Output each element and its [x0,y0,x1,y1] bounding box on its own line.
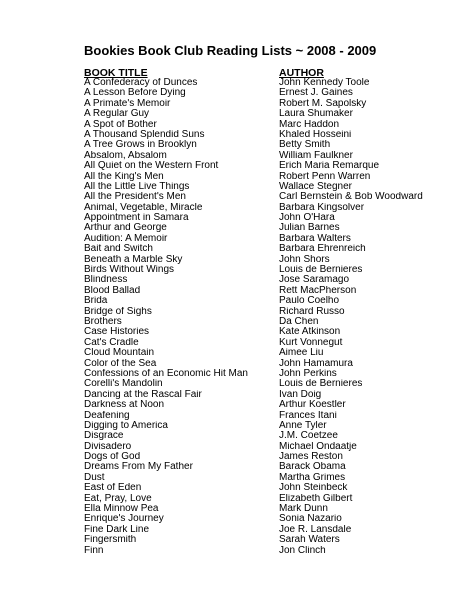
book-title-cell: Digging to America [84,420,168,431]
table-row [84,338,454,348]
book-author-cell: Barack Obama [279,462,346,473]
book-author-cell: Michael Ondaatje [279,441,357,452]
book-title-cell: Birds Without Wings [84,265,175,276]
book-title-cell: Dust [84,472,105,483]
table-row [84,525,454,535]
book-author-cell: Wallace Stegner [279,181,352,192]
book-author-cell: Ernest J. Gaines [279,88,353,99]
book-author-cell: Sarah Waters [279,535,340,546]
table-row [84,213,454,223]
book-title-cell: A Thousand Splendid Suns [84,129,205,140]
book-title-cell: Appointment in Samara [84,213,189,224]
book-title-cell: Fingersmith [84,535,137,546]
table-row [84,109,454,119]
book-title-cell: Finn [84,545,104,556]
table-row [84,400,454,410]
book-title-cell: All the President's Men [84,192,186,203]
book-title-cell: Fine Dark Line [84,524,150,535]
book-author-cell: Anne Tyler [279,420,327,431]
book-author-cell: Ivan Doig [279,389,322,400]
book-author-cell: Louis de Bernieres [279,379,363,390]
book-title-cell: Corelli's Mandolin [84,379,163,390]
table-row [84,535,454,545]
table-row [84,161,454,171]
book-title-cell: Blood Ballad [84,285,141,296]
table-row [84,442,454,452]
book-title-cell: Audition: A Memoir [84,233,168,244]
table-row [84,296,454,306]
book-title-cell: A Confederacy of Dunces [84,78,198,88]
table-row [84,348,454,358]
table-row [84,473,454,483]
table-row [84,546,454,556]
book-author-cell: Robert Penn Warren [279,171,371,182]
book-title-cell: Deafening [84,410,130,421]
table-row [84,494,454,504]
book-author-cell: Marc Haddon [279,119,340,130]
book-title-cell: Brida [84,296,108,307]
table-row [84,504,454,514]
book-author-cell: Khaled Hosseini [279,129,352,140]
book-title-cell: All the Little Live Things [84,181,190,192]
table-row [84,265,454,275]
table-row [84,452,454,462]
book-author-cell: Barbara Kingsolver [279,202,365,213]
book-author-cell: Rett MacPherson [279,285,357,296]
table-row [84,99,454,109]
book-title-cell: Confessions of an Economic Hit Man [84,368,248,379]
book-author-cell: Elizabeth Gilbert [279,493,353,504]
book-author-cell: Jose Saramago [279,275,350,286]
book-title-cell: Cat's Cradle [84,337,139,348]
table-row [84,411,454,421]
table-row [84,421,454,431]
table-row [84,369,454,379]
book-author-cell: William Faulkner [279,150,353,161]
book-title-cell: Disgrace [84,431,124,442]
book-author-cell: Sonia Nazario [279,514,342,525]
book-title-cell: Divisadero [84,441,132,452]
book-title-cell: Ella Minnow Pea [84,504,159,515]
book-title-cell: Arthur and George [84,223,167,234]
book-author-cell: John Hamamura [279,358,353,369]
book-title-cell: Dogs of God [84,452,141,463]
table-row [84,140,454,150]
book-title-cell: All Quiet on the Western Front [84,161,219,172]
book-title-cell: Animal, Vegetable, Miracle [84,202,203,213]
book-author-cell: John Kennedy Toole [279,78,370,88]
book-author-cell: Barbara Ehrenreich [279,244,366,255]
book-author-cell: Erich Maria Remarque [279,161,380,172]
book-author-cell: Richard Russo [279,306,345,317]
book-title-cell: Dancing at the Rascal Fair [84,389,202,400]
table-row [84,78,454,88]
book-title-cell: Dreams From My Father [84,462,193,473]
book-author-cell: Laura Shumaker [279,109,353,120]
book-author-cell: John Steinbeck [279,483,348,494]
table-row [84,151,454,161]
book-title-cell: Cloud Mountain [84,348,155,359]
book-author-cell: Frances Itani [279,410,337,421]
table-row [84,234,454,244]
book-author-cell: Carl Bernstein & Bob Woodward [279,192,423,203]
book-list [84,78,454,556]
book-author-cell: Mark Dunn [279,504,328,515]
book-author-cell: Aimee Liu [279,348,324,359]
book-author-cell: Martha Grimes [279,472,346,483]
table-row [84,172,454,182]
book-author-cell: Jon Clinch [279,545,326,556]
column-header-book-title: BOOK TITLE [84,67,148,79]
book-author-cell: Louis de Bernieres [279,265,363,276]
book-author-cell: Kate Atkinson [279,327,341,338]
book-author-cell: Joe R. Lansdale [279,524,352,535]
book-title-cell: Eat, Pray, Love [84,493,152,504]
book-author-cell: Paulo Coelho [279,296,340,307]
table-row [84,483,454,493]
table-row [84,286,454,296]
book-author-cell: John Perkins [279,368,337,379]
table-row [84,255,454,265]
table-row [84,379,454,389]
book-author-cell: J.M. Coetzee [279,431,338,442]
table-row [84,327,454,337]
table-row [84,223,454,233]
column-header-author: AUTHOR [279,67,324,79]
table-row [84,431,454,441]
table-row [84,192,454,202]
table-row [84,514,454,524]
book-title-cell: Beneath a Marble Sky [84,254,183,265]
table-row [84,275,454,285]
book-title-cell: Color of the Sea [84,358,157,369]
book-author-cell: Da Chen [279,316,319,327]
book-title-cell: A Regular Guy [84,109,150,120]
table-row [84,244,454,254]
book-title-cell: A Spot of Bother [84,119,157,130]
book-author-cell: Julian Barnes [279,223,340,234]
table-row [84,317,454,327]
table-row [84,359,454,369]
book-title-cell: A Primate's Memoir [84,98,171,109]
book-title-cell: Absalom, Absalom [84,150,167,161]
table-row [84,390,454,400]
book-author-cell: Betty Smith [279,140,331,151]
book-author-cell: John Shors [279,254,330,265]
table-row [84,182,454,192]
table-row [84,462,454,472]
book-title-cell: Enrique's Journey [84,514,164,525]
book-title-cell: A Tree Grows in Brooklyn [84,140,197,151]
table-row [84,88,454,98]
table-row [84,130,454,140]
book-title-cell: Darkness at Noon [84,400,165,411]
book-title-cell: All the King's Men [84,171,164,182]
book-author-cell: John O'Hara [279,213,335,224]
document-title: Bookies Book Club Reading Lists ~ 2008 - 2009 [84,43,377,58]
book-author-cell: Kurt Vonnegut [279,337,343,348]
book-title-cell: A Lesson Before Dying [84,88,186,99]
book-author-cell: Robert M. Sapolsky [279,98,367,109]
book-author-cell: James Reston [279,452,343,463]
table-row [84,120,454,130]
book-title-cell: Bridge of Sighs [84,306,152,317]
table-row [84,203,454,213]
book-title-cell: East of Eden [84,483,142,494]
book-title-cell: Case Histories [84,327,150,338]
book-title-cell: Brothers [84,316,122,327]
book-title-cell: Blindness [84,275,128,286]
book-author-cell: Barbara Walters [279,233,351,244]
table-row [84,307,454,317]
book-author-cell: Arthur Koestler [279,400,346,411]
book-title-cell: Bait and Switch [84,244,153,255]
